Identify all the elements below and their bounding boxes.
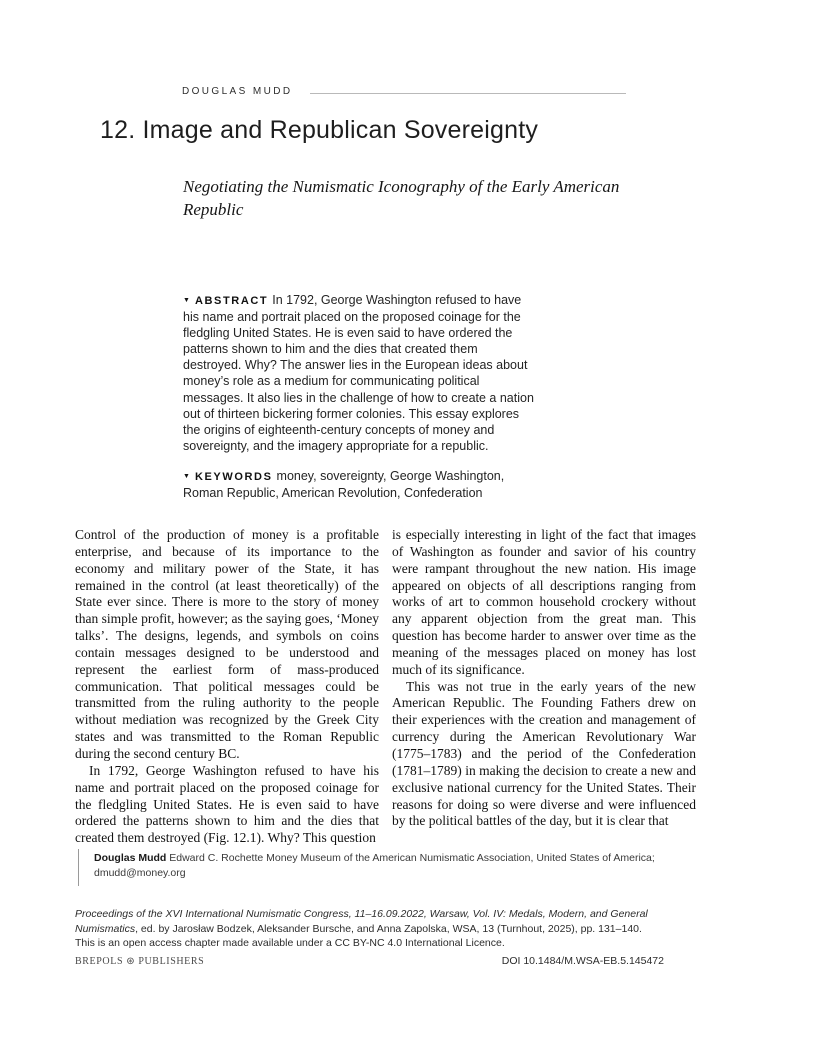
paragraph: This was not true in the early years of the new American Republic. The Founding Fathers drew on their experiences with the creation and management of currency during the American Revolutionary War (1775–1783) and the period of the Confederation (1781–1789) in making the decision to create a new and exclusive national currency for the United States. Their reasons for doing so were diverse and were influenced by the political battles of the day, but it is clear that (392, 678, 696, 829)
abstract-text: In 1792, George Washington refused to have his name and portrait placed on the proposed coinage for the fledgling United States. He is even said to have ordered the patterns shown to him and the dies that created them destroyed. Why? The answer lies in the European ideas about money’s role as a medium for communicating political messages. It also lies in the challenge of how to create a nation out of thirteen bickering former colonies. This essay explores the origins of eighteenth-century concepts of money and sovereignty, and the imagery appropriate for a republic. (183, 293, 534, 453)
paragraph: is especially interesting in light of the fact that images of Washington as founder and savior of his country were rampant throughout the new nation. His image appeared on objects of all descriptions ranging from works of art to common household crockery without any apparent objection from the great man. This question has become harder to answer over time as the meaning of the messages placed on money has lost much of its significance. (392, 527, 696, 677)
imprint-footer (75, 907, 664, 969)
chapter-title: 12. Image and Republican Sovereignty (100, 116, 539, 144)
abstract-label: ABSTRACT (194, 295, 269, 307)
affiliation-note (94, 851, 660, 881)
keywords-text: money, sovereignty, George Washington, Roman Republic, American Revolution, Confederation (183, 469, 505, 501)
body-left-column (75, 527, 379, 847)
publisher-name: BREPOLS (75, 955, 124, 967)
paragraph: Control of the production of money is a profitable enterprise, and because of its importance to the economy and military power of the State, it has remained in the control (at least theoretically) of the State ever since. There is more to the story of money than simple profit, however; as the saying goes, ‘Money talks’. The designs, legends, and symbols on coins contain messages designed to be understood and represent the earliest form of mass-produced communication. That political messages could be transmitted from the ruling authority to the people without mediation was recognized by the Greek City states and was transmitted to the Roman Republic during the second century BC. (75, 527, 379, 761)
citation-title: Proceedings of the XVI International Numismatic Congress, 11–16.09.2022, Warsaw, Vol. IV: Medals, Modern, and General Numismatics (75, 908, 648, 935)
triangle-marker-icon: ▼ (183, 473, 190, 480)
keywords-label: KEYWORDS (194, 471, 273, 483)
publisher-mark-icon: ⊛ (126, 955, 136, 967)
publisher-suffix: PUBLISHERS (138, 955, 205, 967)
doi: DOI 10.1484/M.WSA-EB.5.145472 (501, 954, 664, 967)
affiliation-rule (78, 849, 79, 886)
imprint-licence: This is an open access chapter made available under a CC BY-NC 4.0 International Licence. (75, 937, 505, 950)
chapter-subtitle: Negotiating the Numismatic Iconography of the Early American Republic (183, 177, 620, 219)
paragraph: In 1792, George Washington refused to have his name and portrait placed on the proposed coinage for the fledgling United States. He is even said to have ordered the patterns shown to him and the dies that created them destroyed (Fig. 12.1). Why? This question (75, 762, 379, 846)
imprint-citation (75, 907, 664, 936)
body-right-column (392, 527, 696, 830)
running-head-author: DOUGLAS MUDD (182, 86, 293, 97)
keywords-block (183, 468, 536, 501)
triangle-marker-icon: ▼ (183, 297, 190, 304)
abstract-block (183, 292, 536, 454)
publisher-row (75, 954, 664, 970)
citation-editors: , ed. by Jarosław Bodzek, Aleksander Bursche, and Anna Zapolska, WSA, 13 (Turnhout, 2025), pp. 131–140. (135, 922, 642, 935)
author-name: Douglas Mudd (94, 852, 167, 864)
brepols-publishers-logo (75, 955, 204, 970)
header-rule (310, 93, 626, 94)
affiliation-text: Edward C. Rochette Money Museum of the American Numismatic Association, United States of America; dmudd@money.org (94, 852, 655, 879)
